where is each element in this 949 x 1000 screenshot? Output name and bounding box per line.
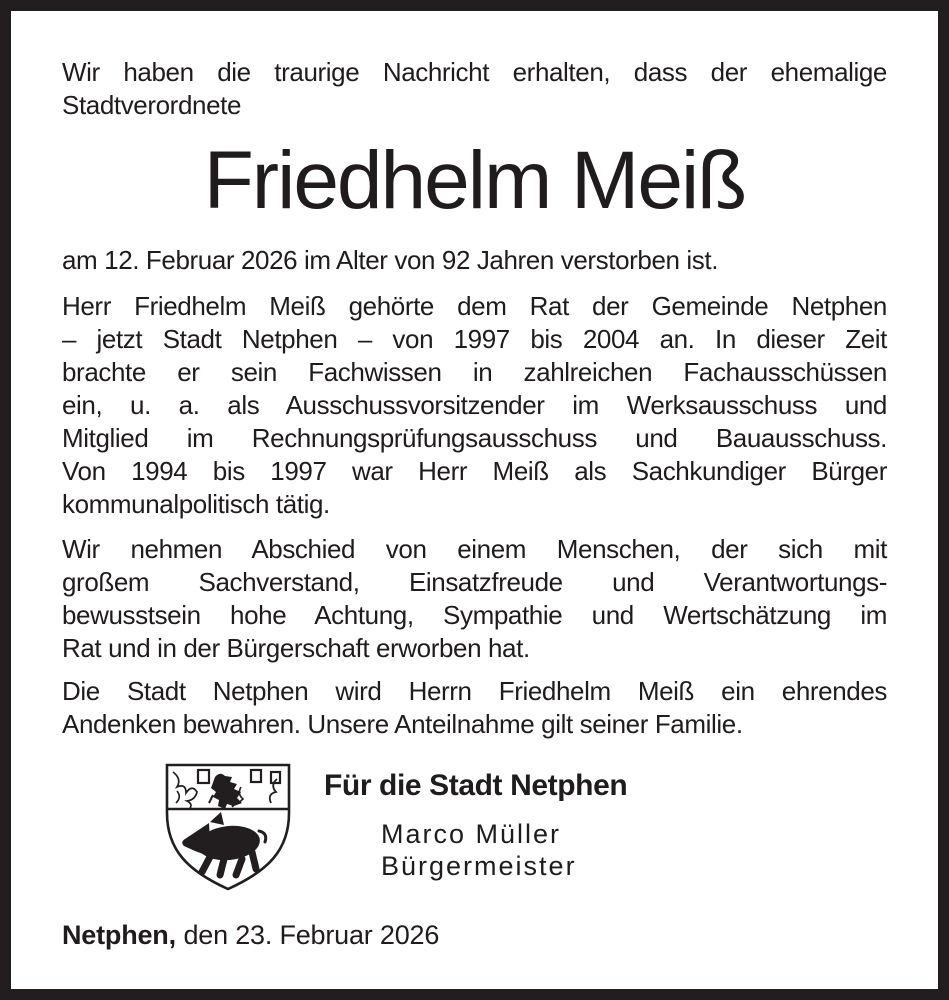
- deceased-name-headline: Friedhelm Meiß: [203, 135, 746, 226]
- signer: [381, 818, 627, 882]
- remembrance-paragraph: [62, 675, 887, 741]
- netphen-crest-icon: [163, 761, 293, 893]
- text-line: Mitglied im Rechnungsprüfungsausschuss und Bauausschuss.: [62, 423, 887, 453]
- farewell-paragraph: [62, 533, 887, 665]
- text-line: Stadtverordnete: [62, 90, 242, 120]
- council-service-paragraph: [62, 290, 887, 521]
- dateline-place: Netphen,: [62, 920, 176, 950]
- text-line: Wir nehmen Abschied von einem Menschen, der sich mit: [62, 534, 887, 564]
- dateline: [62, 919, 887, 952]
- death-date-line: am 12. Februar 2026 im Alter von 92 Jahren verstorben ist.: [62, 245, 719, 275]
- text-line: bewusstsein hohe Achtung, Sympathie und Wertschätzung im: [62, 600, 887, 630]
- text-line: Die Stadt Netphen wird Herrn Friedhelm Meiß ein ehrendes: [62, 676, 887, 706]
- text-line: brachte er sein Fachwissen in zahlreichen Fachausschüssen: [62, 357, 887, 387]
- signer-name: Marco Müller: [381, 819, 562, 849]
- signature-organization: Für die Stadt Netphen: [324, 769, 628, 802]
- signer-title: Bürgermeister: [381, 851, 577, 881]
- text-line: – jetzt Stadt Netphen – von 1997 bis 2004 an. In dieser Zeit: [62, 324, 887, 354]
- text-line: ein, u. a. als Ausschussvorsitzender im Werksausschuss und: [62, 390, 887, 420]
- signature-text: [324, 761, 627, 882]
- signature-block: [163, 761, 887, 893]
- intro-paragraph: [62, 56, 887, 122]
- obituary-content: [62, 56, 887, 952]
- text-line: Herr Friedhelm Meiß gehörte dem Rat der Gemeinde Netphen: [62, 291, 887, 321]
- text-line: Von 1994 bis 1997 war Herr Meiß als Sachkundiger Bürger: [62, 456, 887, 486]
- text-line: Rat und in der Bürgerschaft erworben hat.: [62, 633, 530, 663]
- dateline-date: den 23. Februar 2026: [183, 920, 440, 950]
- text-line: großem Sachverstand, Einsatzfreude und Verantwortungs-: [62, 567, 887, 597]
- text-line: Andenken bewahren. Unsere Anteilnahme gilt seiner Familie.: [62, 709, 743, 739]
- text-line: Wir haben die traurige Nachricht erhalten, dass der ehemalige: [62, 57, 887, 87]
- text-line: kommunalpolitisch tätig.: [62, 489, 330, 519]
